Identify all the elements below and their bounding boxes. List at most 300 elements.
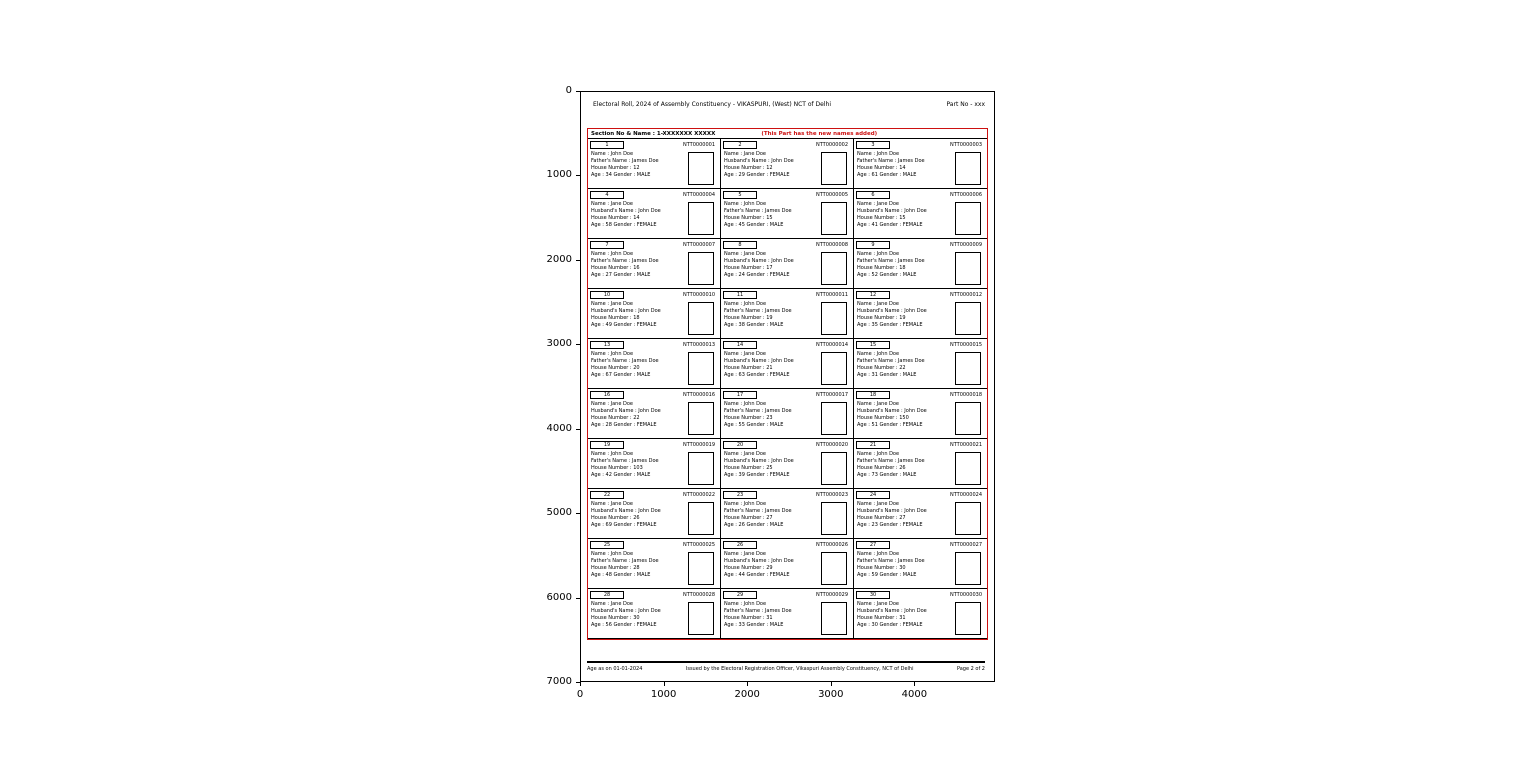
voter-name: Name : Jane Doe <box>857 201 899 207</box>
x-tick-mark <box>580 682 581 686</box>
voter-relation: Father's Name : James Doe <box>857 158 925 164</box>
voter-card <box>854 439 987 489</box>
x-tick-label: 0 <box>576 689 584 700</box>
serial-number: 22 <box>590 491 624 499</box>
voter-card <box>721 589 854 639</box>
voter-card <box>854 189 987 239</box>
y-tick-label: 0 <box>565 85 572 96</box>
highlight-red-box <box>587 128 988 640</box>
voter-relation: Husband's Name : John Doe <box>591 208 661 214</box>
voter-house: House Number : 19 <box>724 315 773 321</box>
voter-name: Name : John Doe <box>724 301 767 307</box>
voter-details <box>724 201 816 229</box>
voter-details <box>591 201 683 229</box>
serial-number: 11 <box>723 291 757 299</box>
y-tick-label: 1000 <box>546 169 572 181</box>
serial-number: 20 <box>723 441 757 449</box>
photo-placeholder <box>955 452 981 485</box>
y-tick-mark <box>576 429 580 430</box>
voter-house: House Number : 12 <box>591 165 640 171</box>
epic-number: NTT0000026 <box>815 542 848 548</box>
epic-number: NTT0000027 <box>949 542 982 548</box>
serial-number: 6 <box>856 191 890 199</box>
serial-number: 15 <box>856 341 890 349</box>
voter-name: Name : Jane Doe <box>857 301 899 307</box>
y-tick-label: 6000 <box>546 591 572 603</box>
voter-house: House Number : 30 <box>591 615 640 621</box>
x-tick-mark <box>747 682 748 686</box>
voter-card <box>588 489 721 539</box>
voter-card <box>588 339 721 389</box>
voter-relation: Father's Name : James Doe <box>591 358 659 364</box>
serial-number: 17 <box>723 391 757 399</box>
voter-age-gender: Age : 55 Gender : MALE <box>724 422 784 428</box>
voter-details <box>591 551 683 579</box>
voter-name: Name : Jane Doe <box>857 601 899 607</box>
voter-card <box>854 539 987 589</box>
voter-house: House Number : 29 <box>724 565 773 571</box>
voter-details <box>591 151 683 179</box>
voter-age-gender: Age : 29 Gender : FEMALE <box>724 172 790 178</box>
voter-relation: Husband's Name : John Doe <box>724 358 794 364</box>
y-tick-label: 4000 <box>546 422 572 434</box>
voter-age-gender: Age : 45 Gender : MALE <box>724 222 784 228</box>
photo-placeholder <box>955 402 981 435</box>
voter-age-gender: Age : 58 Gender : FEMALE <box>591 222 657 228</box>
epic-number: NTT0000023 <box>815 492 848 498</box>
y-tick-label: 2000 <box>546 253 572 265</box>
voter-name: Name : John Doe <box>724 601 767 607</box>
voter-age-gender: Age : 30 Gender : FEMALE <box>857 622 923 628</box>
voter-house: House Number : 150 <box>857 415 909 421</box>
photo-placeholder <box>688 502 714 535</box>
voter-house: House Number : 12 <box>724 165 773 171</box>
voter-relation: Husband's Name : John Doe <box>857 208 927 214</box>
epic-number: NTT0000021 <box>949 442 982 448</box>
voter-details <box>591 451 683 479</box>
serial-number: 13 <box>590 341 624 349</box>
voter-details <box>857 451 949 479</box>
voter-house: House Number : 31 <box>857 615 906 621</box>
voter-name: Name : Jane Doe <box>857 501 899 507</box>
y-tick-label: 7000 <box>546 676 572 687</box>
voter-house: House Number : 25 <box>724 465 773 471</box>
voter-card <box>588 389 721 439</box>
epic-number: NTT0000011 <box>815 292 848 298</box>
voter-relation: Father's Name : James Doe <box>857 458 925 464</box>
photo-placeholder <box>688 352 714 385</box>
serial-number: 19 <box>590 441 624 449</box>
epic-number: NTT0000013 <box>682 342 715 348</box>
voter-age-gender: Age : 38 Gender : MALE <box>724 322 784 328</box>
roll-title: Electoral Roll, 2024 of Assembly Constituency - VIKASPURI, (West) NCT of Delhi <box>593 101 831 108</box>
serial-number: 27 <box>856 541 890 549</box>
photo-placeholder <box>688 202 714 235</box>
serial-number: 16 <box>590 391 624 399</box>
voter-name: Name : John Doe <box>857 451 900 457</box>
voter-house: House Number : 103 <box>591 465 643 471</box>
voter-relation: Husband's Name : John Doe <box>591 608 661 614</box>
y-tick-mark <box>576 682 580 683</box>
voter-details <box>591 301 683 329</box>
epic-number: NTT0000017 <box>815 392 848 398</box>
photo-placeholder <box>955 152 981 185</box>
voter-details <box>724 351 816 379</box>
voter-age-gender: Age : 26 Gender : MALE <box>724 522 784 528</box>
voter-relation: Father's Name : James Doe <box>857 258 925 264</box>
footer-age-note: Age as on 01-01-2024 <box>587 666 643 672</box>
voter-relation: Husband's Name : John Doe <box>857 308 927 314</box>
voter-house: House Number : 27 <box>857 515 906 521</box>
voter-name: Name : John Doe <box>724 401 767 407</box>
voter-relation: Father's Name : James Doe <box>591 558 659 564</box>
footer-page-number: Page 2 of 2 <box>956 666 985 672</box>
footer-divider-line <box>587 661 985 663</box>
voter-age-gender: Age : 28 Gender : FEMALE <box>591 422 657 428</box>
voter-details <box>857 401 949 429</box>
voter-age-gender: Age : 33 Gender : MALE <box>724 622 784 628</box>
voter-card <box>721 539 854 589</box>
voter-name: Name : John Doe <box>857 351 900 357</box>
photo-placeholder <box>688 402 714 435</box>
serial-number: 7 <box>590 241 624 249</box>
voter-details <box>724 501 816 529</box>
photo-placeholder <box>821 452 847 485</box>
epic-number: NTT0000005 <box>815 192 848 198</box>
voter-relation: Father's Name : James Doe <box>724 608 792 614</box>
voter-card <box>721 339 854 389</box>
voter-details <box>857 301 949 329</box>
voter-age-gender: Age : 24 Gender : FEMALE <box>724 272 790 278</box>
serial-number: 24 <box>856 491 890 499</box>
voter-relation: Husband's Name : John Doe <box>857 508 927 514</box>
voter-name: Name : Jane Doe <box>724 551 766 557</box>
voter-details <box>591 501 683 529</box>
voter-relation: Husband's Name : John Doe <box>591 408 661 414</box>
voter-card <box>588 539 721 589</box>
voter-age-gender: Age : 69 Gender : FEMALE <box>591 522 657 528</box>
serial-number: 14 <box>723 341 757 349</box>
voter-card <box>588 239 721 289</box>
photo-placeholder <box>955 502 981 535</box>
voter-house: House Number : 30 <box>857 565 906 571</box>
voter-cards-grid <box>588 139 987 639</box>
photo-placeholder <box>821 402 847 435</box>
epic-number: NTT0000030 <box>949 592 982 598</box>
voter-relation: Father's Name : James Doe <box>591 458 659 464</box>
voter-name: Name : John Doe <box>591 251 634 257</box>
voter-house: House Number : 22 <box>591 415 640 421</box>
voter-house: House Number : 15 <box>857 215 906 221</box>
epic-number: NTT0000014 <box>815 342 848 348</box>
epic-number: NTT0000015 <box>949 342 982 348</box>
voter-age-gender: Age : 49 Gender : FEMALE <box>591 322 657 328</box>
voter-name: Name : John Doe <box>591 551 634 557</box>
voter-card <box>588 439 721 489</box>
voter-age-gender: Age : 34 Gender : MALE <box>591 172 651 178</box>
voter-house: House Number : 14 <box>857 165 906 171</box>
photo-placeholder <box>955 302 981 335</box>
voter-details <box>724 301 816 329</box>
voter-card <box>721 189 854 239</box>
section-note: (This Part has the new names added) <box>761 130 878 137</box>
voter-details <box>724 551 816 579</box>
voter-details <box>857 251 949 279</box>
voter-details <box>724 601 816 629</box>
voter-card <box>854 289 987 339</box>
voter-house: House Number : 22 <box>857 365 906 371</box>
serial-number: 25 <box>590 541 624 549</box>
voter-age-gender: Age : 61 Gender : MALE <box>857 172 917 178</box>
serial-number: 21 <box>856 441 890 449</box>
y-tick-mark <box>576 91 580 92</box>
voter-details <box>857 501 949 529</box>
voter-card <box>854 389 987 439</box>
voter-name: Name : John Doe <box>724 201 767 207</box>
x-tick-mark <box>914 682 915 686</box>
epic-number: NTT0000003 <box>949 142 982 148</box>
voter-card <box>721 239 854 289</box>
voter-age-gender: Age : 41 Gender : FEMALE <box>857 222 923 228</box>
epic-number: NTT0000028 <box>682 592 715 598</box>
serial-number: 2 <box>723 141 757 149</box>
voter-name: Name : John Doe <box>591 351 634 357</box>
voter-house: House Number : 23 <box>724 415 773 421</box>
epic-number: NTT0000010 <box>682 292 715 298</box>
serial-number: 28 <box>590 591 624 599</box>
voter-house: House Number : 15 <box>724 215 773 221</box>
serial-number: 26 <box>723 541 757 549</box>
x-tick-label: 2000 <box>734 689 760 700</box>
photo-placeholder <box>955 202 981 235</box>
voter-house: House Number : 17 <box>724 265 773 271</box>
photo-placeholder <box>688 452 714 485</box>
voter-age-gender: Age : 23 Gender : FEMALE <box>857 522 923 528</box>
voter-card <box>721 139 854 189</box>
voter-relation: Husband's Name : John Doe <box>724 458 794 464</box>
voter-details <box>857 601 949 629</box>
epic-number: NTT0000016 <box>682 392 715 398</box>
voter-details <box>591 401 683 429</box>
photo-placeholder <box>955 552 981 585</box>
photo-placeholder <box>821 252 847 285</box>
voter-card <box>721 289 854 339</box>
voter-age-gender: Age : 27 Gender : MALE <box>591 272 651 278</box>
y-tick-mark <box>576 513 580 514</box>
x-tick-label: 3000 <box>818 689 844 700</box>
voter-age-gender: Age : 73 Gender : MALE <box>857 472 917 478</box>
photo-placeholder <box>688 602 714 635</box>
epic-number: NTT0000012 <box>949 292 982 298</box>
voter-house: House Number : 19 <box>857 315 906 321</box>
voter-age-gender: Age : 67 Gender : MALE <box>591 372 651 378</box>
voter-relation: Father's Name : James Doe <box>724 508 792 514</box>
photo-placeholder <box>955 602 981 635</box>
epic-number: NTT0000002 <box>815 142 848 148</box>
axes-frame <box>580 91 995 682</box>
voter-age-gender: Age : 44 Gender : FEMALE <box>724 572 790 578</box>
serial-number: 1 <box>590 141 624 149</box>
epic-number: NTT0000019 <box>682 442 715 448</box>
voter-relation: Father's Name : James Doe <box>591 158 659 164</box>
x-tick-label: 1000 <box>650 689 677 700</box>
voter-name: Name : Jane Doe <box>591 601 633 607</box>
document-header <box>593 101 985 108</box>
voter-details <box>591 251 683 279</box>
voter-details <box>857 551 949 579</box>
voter-age-gender: Age : 31 Gender : MALE <box>857 372 917 378</box>
voter-card <box>721 489 854 539</box>
voter-house: House Number : 27 <box>724 515 773 521</box>
voter-name: Name : John Doe <box>857 551 900 557</box>
voter-relation: Father's Name : James Doe <box>857 358 925 364</box>
voter-name: Name : Jane Doe <box>724 451 766 457</box>
footer-issuer: Issued by the Electoral Registration Officer, Vikaspuri Assembly Constituency, NCT of Delhi <box>685 666 914 672</box>
photo-placeholder <box>955 352 981 385</box>
epic-number: NTT0000001 <box>682 142 715 148</box>
part-number: Part No - xxx <box>946 101 985 108</box>
voter-card <box>588 589 721 639</box>
voter-name: Name : Jane Doe <box>591 401 633 407</box>
voter-house: House Number : 31 <box>724 615 773 621</box>
voter-details <box>591 601 683 629</box>
voter-card <box>588 289 721 339</box>
voter-name: Name : Jane Doe <box>591 301 633 307</box>
voter-card <box>854 489 987 539</box>
voter-age-gender: Age : 59 Gender : MALE <box>857 572 917 578</box>
x-tick-mark <box>664 682 665 686</box>
y-tick-mark <box>576 175 580 176</box>
serial-number: 12 <box>856 291 890 299</box>
voter-name: Name : Jane Doe <box>724 351 766 357</box>
voter-age-gender: Age : 35 Gender : FEMALE <box>857 322 923 328</box>
photo-placeholder <box>688 252 714 285</box>
voter-relation: Husband's Name : John Doe <box>724 158 794 164</box>
voter-details <box>591 351 683 379</box>
section-label: Section No & Name : 1-XXXXXXX XXXXX <box>591 130 716 137</box>
voter-house: House Number : 18 <box>857 265 906 271</box>
voter-name: Name : John Doe <box>724 501 767 507</box>
voter-age-gender: Age : 52 Gender : MALE <box>857 272 917 278</box>
y-tick-mark <box>576 598 580 599</box>
voter-age-gender: Age : 39 Gender : FEMALE <box>724 472 790 478</box>
voter-name: Name : Jane Doe <box>724 151 766 157</box>
voter-house: House Number : 26 <box>857 465 906 471</box>
voter-details <box>724 401 816 429</box>
voter-relation: Husband's Name : John Doe <box>591 508 661 514</box>
serial-number: 10 <box>590 291 624 299</box>
voter-details <box>724 251 816 279</box>
voter-name: Name : Jane Doe <box>591 201 633 207</box>
voter-house: House Number : 14 <box>591 215 640 221</box>
voter-house: House Number : 28 <box>591 565 640 571</box>
voter-name: Name : John Doe <box>857 151 900 157</box>
serial-number: 29 <box>723 591 757 599</box>
epic-number: NTT0000025 <box>682 542 715 548</box>
voter-details <box>857 151 949 179</box>
voter-relation: Husband's Name : John Doe <box>724 258 794 264</box>
serial-number: 8 <box>723 241 757 249</box>
epic-number: NTT0000008 <box>815 242 848 248</box>
x-tick-label: 4000 <box>901 689 928 700</box>
epic-number: NTT0000006 <box>949 192 982 198</box>
y-tick-mark <box>576 260 580 261</box>
voter-relation: Husband's Name : John Doe <box>857 408 927 414</box>
photo-placeholder <box>821 352 847 385</box>
epic-number: NTT0000004 <box>682 192 715 198</box>
serial-number: 18 <box>856 391 890 399</box>
voter-card <box>854 339 987 389</box>
epic-number: NTT0000024 <box>949 492 982 498</box>
epic-number: NTT0000009 <box>949 242 982 248</box>
voter-relation: Husband's Name : John Doe <box>724 558 794 564</box>
voter-name: Name : Jane Doe <box>591 501 633 507</box>
voter-details <box>724 151 816 179</box>
voter-relation: Husband's Name : John Doe <box>591 308 661 314</box>
epic-number: NTT0000018 <box>949 392 982 398</box>
voter-name: Name : Jane Doe <box>724 251 766 257</box>
y-tick-label: 5000 <box>546 507 572 519</box>
photo-placeholder <box>821 602 847 635</box>
voter-details <box>857 351 949 379</box>
serial-number: 30 <box>856 591 890 599</box>
voter-age-gender: Age : 42 Gender : MALE <box>591 472 651 478</box>
document-footer <box>587 666 985 672</box>
y-tick-label: 3000 <box>546 338 572 350</box>
voter-house: House Number : 21 <box>724 365 773 371</box>
voter-card <box>854 139 987 189</box>
epic-number: NTT0000007 <box>682 242 715 248</box>
voter-name: Name : John Doe <box>857 251 900 257</box>
voter-details <box>857 201 949 229</box>
photo-placeholder <box>821 202 847 235</box>
photo-placeholder <box>821 552 847 585</box>
photo-placeholder <box>821 302 847 335</box>
serial-number: 4 <box>590 191 624 199</box>
section-header-bar <box>588 129 987 139</box>
voter-relation: Father's Name : James Doe <box>724 308 792 314</box>
serial-number: 23 <box>723 491 757 499</box>
voter-house: House Number : 20 <box>591 365 640 371</box>
photo-placeholder <box>821 152 847 185</box>
epic-number: NTT0000020 <box>815 442 848 448</box>
voter-relation: Father's Name : James Doe <box>857 558 925 564</box>
x-tick-mark <box>831 682 832 686</box>
voter-age-gender: Age : 48 Gender : MALE <box>591 572 651 578</box>
voter-name: Name : Jane Doe <box>857 401 899 407</box>
voter-relation: Father's Name : James Doe <box>724 408 792 414</box>
voter-card <box>854 239 987 289</box>
photo-placeholder <box>821 502 847 535</box>
voter-card <box>854 589 987 639</box>
epic-number: NTT0000022 <box>682 492 715 498</box>
voter-age-gender: Age : 56 Gender : FEMALE <box>591 622 657 628</box>
voter-card <box>588 139 721 189</box>
serial-number: 5 <box>723 191 757 199</box>
photo-placeholder <box>688 152 714 185</box>
y-tick-mark <box>576 344 580 345</box>
epic-number: NTT0000029 <box>815 592 848 598</box>
voter-name: Name : John Doe <box>591 151 634 157</box>
serial-number: 9 <box>856 241 890 249</box>
voter-name: Name : John Doe <box>591 451 634 457</box>
photo-placeholder <box>688 302 714 335</box>
voter-house: House Number : 16 <box>591 265 640 271</box>
voter-card <box>588 189 721 239</box>
voter-card <box>721 439 854 489</box>
photo-placeholder <box>688 552 714 585</box>
voter-house: House Number : 18 <box>591 315 640 321</box>
